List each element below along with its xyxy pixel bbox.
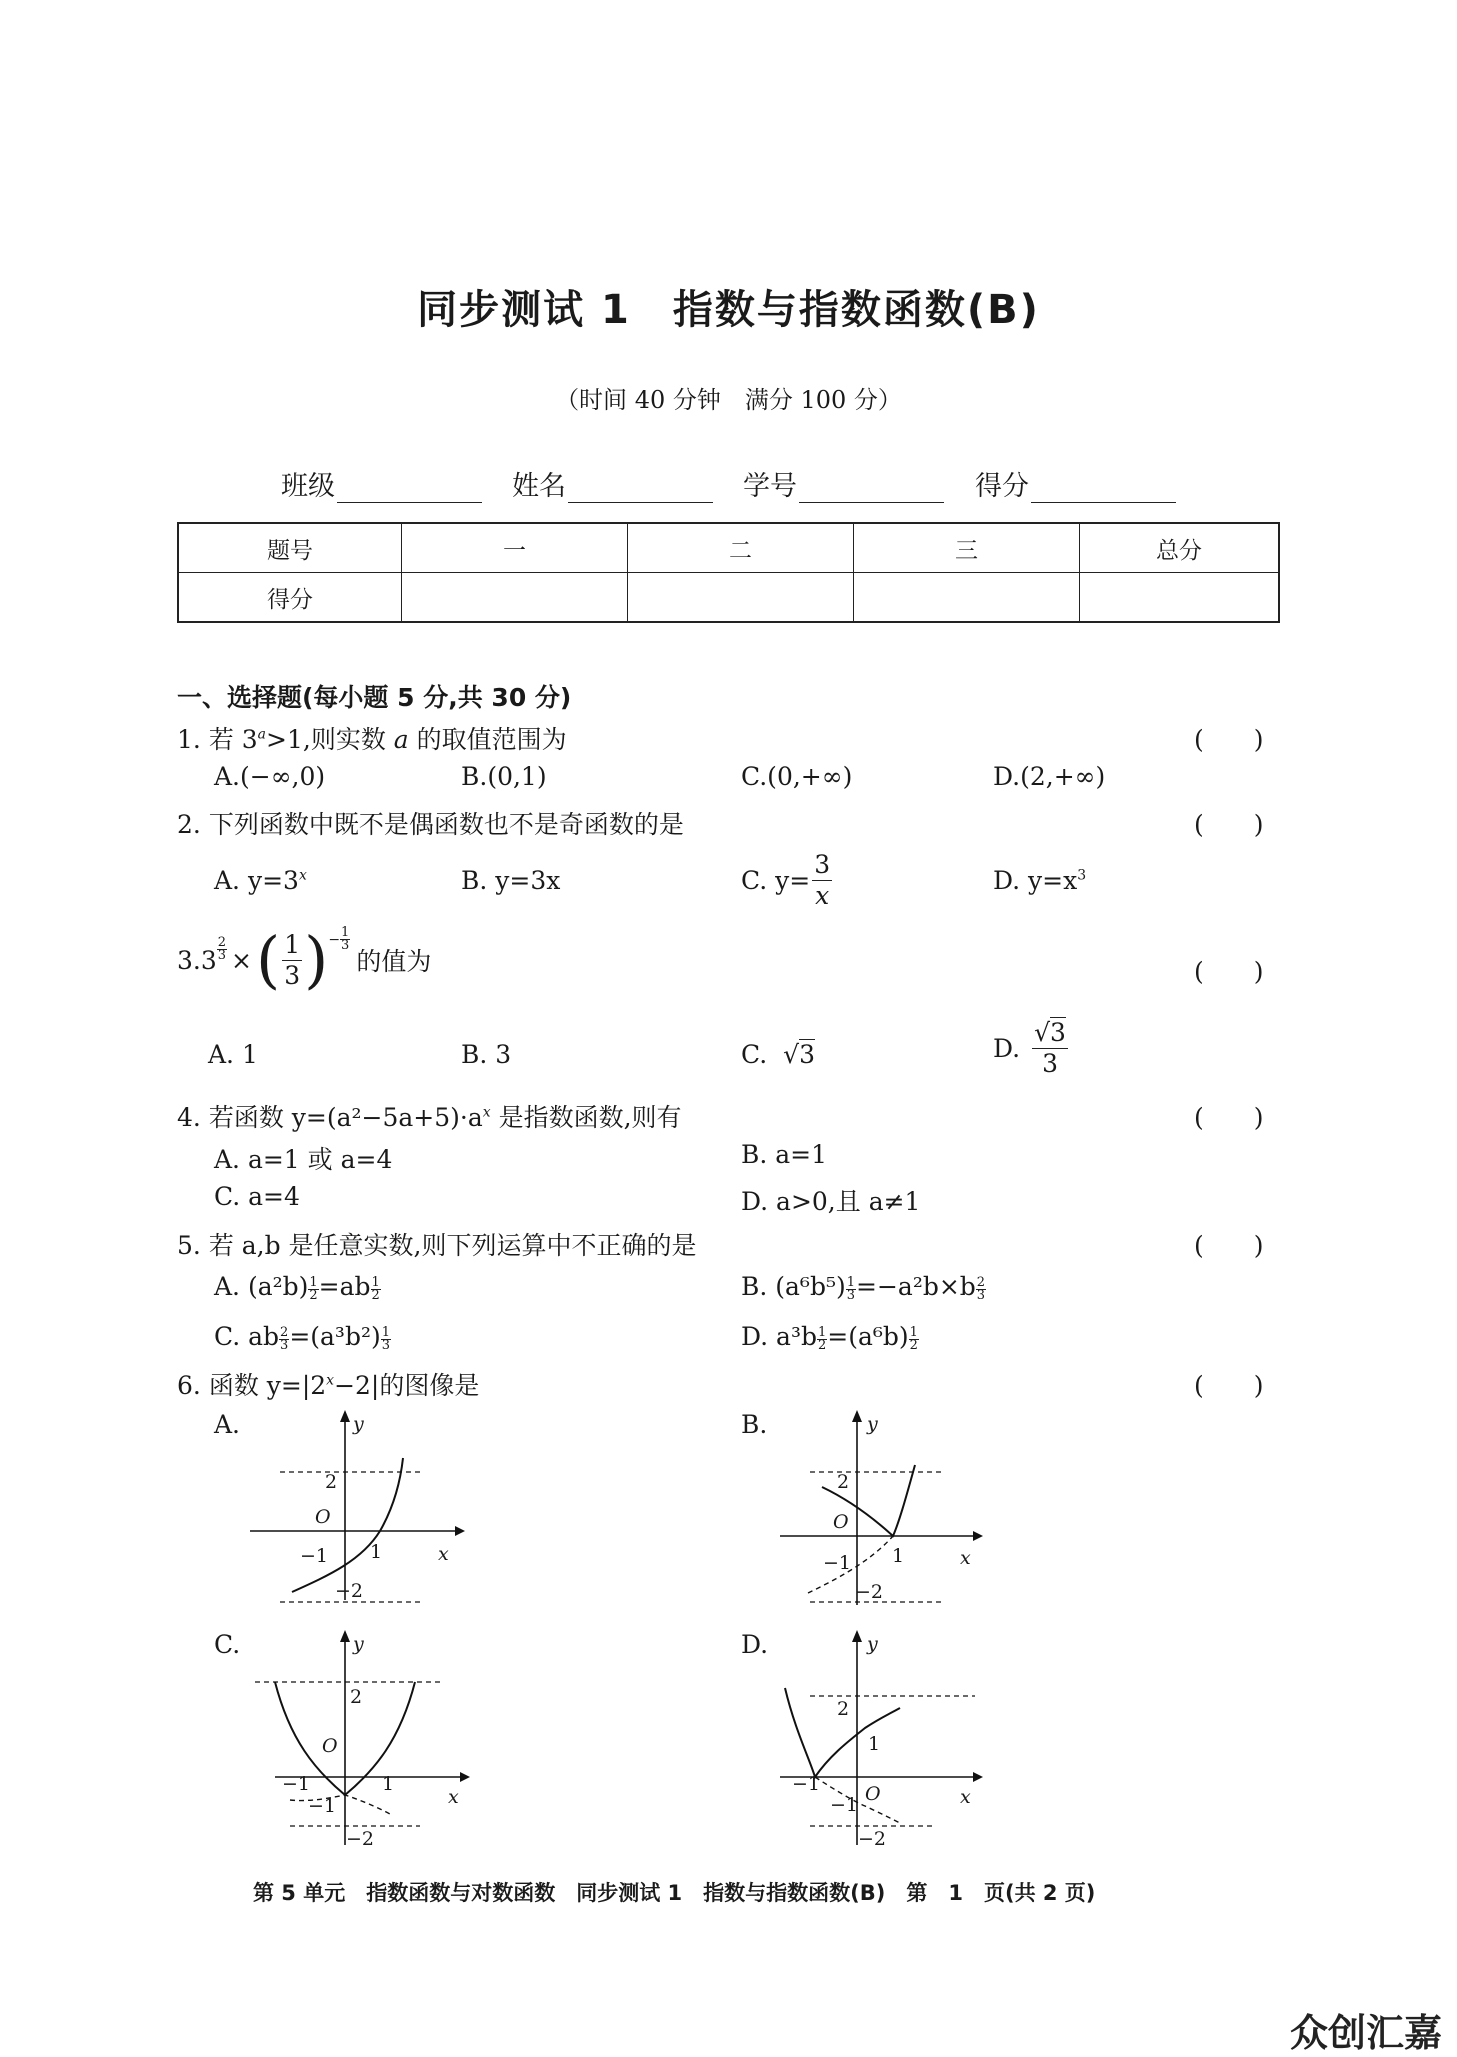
q1-option-d[interactable]: D.(2,+∞) xyxy=(993,762,1106,791)
q1-option-a[interactable]: A.(−∞,0) xyxy=(214,762,326,791)
numerator: 2 xyxy=(217,935,227,950)
tick-label: −1 xyxy=(308,1795,337,1817)
score-table xyxy=(177,522,1280,623)
student-id-label: 学号 xyxy=(743,471,797,502)
option-text: D. xyxy=(993,1034,1021,1063)
y-label: y xyxy=(353,1633,364,1655)
numerator: 2 xyxy=(280,1324,289,1340)
question-3-stem xyxy=(177,925,431,995)
exponent: x xyxy=(326,1372,335,1389)
tick-label: −1 xyxy=(300,1545,329,1567)
denominator: 3 xyxy=(1042,1049,1058,1078)
stem-text: 是指数函数,则有 xyxy=(490,1103,682,1132)
name-field[interactable] xyxy=(512,464,713,503)
origin-label: O xyxy=(322,1735,338,1757)
numerator: 3 xyxy=(814,850,831,879)
option-text: C. xyxy=(741,1040,768,1069)
watermark-logo: 众创汇嘉 xyxy=(1290,2011,1443,2055)
question-6-stem xyxy=(177,1366,479,1402)
tick-label: −1 xyxy=(792,1773,821,1795)
numerator: 1 xyxy=(817,1324,827,1340)
numerator: 1 xyxy=(341,925,350,940)
answer-paren[interactable]: ( ) xyxy=(1194,810,1264,839)
question-number: 5. xyxy=(177,1231,201,1260)
tick-label: 1 xyxy=(382,1773,395,1795)
name-label: 姓名 xyxy=(512,471,566,502)
exponent-fraction xyxy=(371,1274,381,1303)
radicand: 3 xyxy=(799,1040,815,1069)
x-arrow-icon xyxy=(455,1526,465,1536)
q5-option-c[interactable] xyxy=(214,1322,391,1352)
q4-option-b[interactable]: B. a=1 xyxy=(741,1140,828,1169)
fraction xyxy=(812,850,832,911)
page-title: 同步测试 1 指数与指数函数(B) xyxy=(417,287,1040,333)
question-2-stem xyxy=(177,805,684,841)
y-arrow-icon xyxy=(340,1630,350,1642)
question-5-stem xyxy=(177,1226,697,1262)
sqrt-icon: √ xyxy=(1034,1018,1051,1047)
option-text: C. y= xyxy=(741,866,811,895)
q3-option-d[interactable] xyxy=(993,1018,1070,1079)
answer-paren[interactable]: ( ) xyxy=(1194,725,1264,754)
right-paren-icon: ) xyxy=(304,923,329,996)
q4-option-c[interactable]: C. a=4 xyxy=(214,1182,300,1211)
denominator: 3 xyxy=(284,960,301,990)
exponent-fraction xyxy=(279,1324,289,1353)
score-table-header-row xyxy=(178,523,1279,573)
q2-option-b[interactable]: B. y=3x xyxy=(461,866,561,895)
option-text: C. ab xyxy=(214,1322,280,1351)
reflected-curve xyxy=(290,1795,390,1814)
q6-graph-d[interactable] xyxy=(775,1630,1005,1850)
numerator: 1 xyxy=(381,1324,391,1340)
tick-label: −2 xyxy=(855,1581,884,1603)
tick-label: 1 xyxy=(868,1733,881,1755)
header-cell: 三 xyxy=(854,523,1080,573)
denominator: 2 xyxy=(309,1287,318,1303)
option-text: D. a³b xyxy=(741,1322,817,1351)
exponent-fraction xyxy=(308,1274,318,1303)
x-arrow-icon xyxy=(460,1772,470,1782)
stem-text: >1,则实数 xyxy=(266,725,394,754)
class-blank[interactable] xyxy=(337,476,482,503)
denominator: 2 xyxy=(371,1287,380,1303)
q2-option-a[interactable] xyxy=(214,866,307,895)
y-arrow-icon xyxy=(852,1630,862,1642)
class-field[interactable] xyxy=(281,464,482,503)
origin-label: O xyxy=(833,1511,849,1533)
question-4-stem xyxy=(177,1098,682,1134)
denominator: 3 xyxy=(341,938,350,953)
student-id-field[interactable] xyxy=(743,464,944,503)
q1-option-c[interactable]: C.(0,+∞) xyxy=(741,762,853,791)
exponent-fraction xyxy=(909,1324,919,1353)
tick-label: −2 xyxy=(858,1828,887,1850)
numerator xyxy=(1032,1018,1068,1049)
origin-label: O xyxy=(315,1506,331,1528)
curve xyxy=(292,1458,403,1592)
header-cell: 二 xyxy=(628,523,854,573)
tick-label: 1 xyxy=(892,1545,905,1567)
tick-label: −2 xyxy=(346,1828,375,1850)
stem-text: 若 3 xyxy=(208,725,258,754)
exponent-negative-fraction xyxy=(328,927,350,952)
row-label: 得分 xyxy=(178,573,402,623)
question-1-stem xyxy=(177,720,567,756)
q6-graph-b[interactable] xyxy=(775,1410,995,1610)
tick-label: 2 xyxy=(325,1471,338,1493)
question-number: 6. xyxy=(177,1371,201,1400)
q6-graph-c[interactable] xyxy=(250,1630,480,1850)
score-cell[interactable] xyxy=(628,573,854,623)
q3-option-a[interactable]: A. 1 xyxy=(208,1040,258,1069)
denominator: 3 xyxy=(976,1287,986,1303)
denominator: 2 xyxy=(909,1337,918,1353)
header-cell: 题号 xyxy=(178,523,402,573)
numerator: 1 xyxy=(371,1274,380,1290)
exponent-fraction xyxy=(381,1324,391,1353)
numerator: 1 xyxy=(909,1324,918,1340)
exponent: 3 xyxy=(1077,867,1087,884)
score-label: 得分 xyxy=(975,471,1029,502)
answer-paren[interactable]: ( ) xyxy=(1194,1103,1264,1132)
tick-label: −1 xyxy=(282,1773,311,1795)
y-arrow-icon xyxy=(340,1410,350,1422)
q6-option-b-label[interactable]: B. xyxy=(741,1410,768,1439)
answer-paren[interactable]: ( ) xyxy=(1194,1371,1264,1400)
tick-label: −1 xyxy=(830,1794,859,1816)
exponent-fraction xyxy=(817,1324,827,1353)
q6-graph-a[interactable] xyxy=(250,1410,470,1610)
x-label: x xyxy=(960,1786,971,1808)
option-text: =(a⁶b) xyxy=(827,1322,909,1351)
radicand: 3 xyxy=(1050,1018,1066,1047)
fraction xyxy=(282,930,302,991)
denominator: 3 xyxy=(217,948,227,963)
q6-option-c-label[interactable]: C. xyxy=(214,1630,241,1659)
header-cell: 一 xyxy=(402,523,628,573)
q5-option-b[interactable] xyxy=(741,1272,986,1302)
base: 3 xyxy=(200,945,217,975)
option-text: =ab xyxy=(318,1272,371,1301)
stem-text: −2|的图像是 xyxy=(334,1371,480,1400)
x-label: x xyxy=(438,1543,449,1565)
exponent: x xyxy=(482,1104,491,1121)
numerator: 1 xyxy=(309,1274,318,1290)
section-heading: 一、选择题(每小题 5 分,共 30 分) xyxy=(177,683,572,712)
question-number: 1. xyxy=(177,725,201,754)
student-id-blank[interactable] xyxy=(799,476,944,503)
numerator: 1 xyxy=(284,929,301,959)
denominator: 3 xyxy=(280,1337,289,1353)
stem-text: 若 a,b 是任意实数,则下列运算中不正确的是 xyxy=(208,1231,697,1260)
exponent-fraction xyxy=(846,1274,856,1303)
tick-label: 2 xyxy=(837,1471,850,1493)
tick-label: 1 xyxy=(370,1541,383,1563)
numerator: 2 xyxy=(976,1274,986,1290)
score-cell[interactable] xyxy=(854,573,1080,623)
x-label: x xyxy=(448,1786,459,1808)
q4-option-a[interactable]: A. a=1 或 a=4 xyxy=(214,1145,393,1174)
x-arrow-icon xyxy=(973,1531,983,1541)
stem-text: 若函数 y=(a²−5a+5)·a xyxy=(208,1103,483,1132)
denominator: x xyxy=(815,881,830,910)
q4-option-d[interactable]: D. a>0,且 a≠1 xyxy=(741,1187,921,1216)
option-text: =(a³b²) xyxy=(289,1322,381,1351)
option-text: D. y=x xyxy=(993,866,1078,895)
tick-label: 2 xyxy=(350,1686,363,1708)
exam-time-info: （时间 40 分钟 满分 100 分） xyxy=(555,386,902,414)
answer-paren[interactable]: ( ) xyxy=(1194,1231,1264,1260)
sqrt-icon: √ xyxy=(783,1040,800,1069)
q6-option-a-label[interactable]: A. xyxy=(214,1410,241,1439)
option-text: B. (a⁶b⁵) xyxy=(741,1272,846,1301)
fraction xyxy=(1032,1018,1068,1079)
denominator: 3 xyxy=(381,1337,391,1353)
denominator: 2 xyxy=(817,1337,827,1353)
x-arrow-icon xyxy=(973,1772,983,1782)
option-text: A. y=3 xyxy=(214,866,299,895)
score-cell[interactable] xyxy=(402,573,628,623)
exponent: a xyxy=(257,726,267,743)
left-paren-icon: ( xyxy=(256,923,281,996)
q2-option-c[interactable] xyxy=(741,850,834,911)
option-text: =−a²b×b xyxy=(856,1272,976,1301)
question-number: 4. xyxy=(177,1103,201,1132)
question-number: 3. xyxy=(177,945,201,975)
times-sign: × xyxy=(231,945,252,975)
q5-option-a[interactable] xyxy=(214,1272,381,1302)
q3-option-c[interactable] xyxy=(741,1040,815,1069)
y-arrow-icon xyxy=(852,1410,862,1422)
exponent-fraction xyxy=(217,937,227,962)
q3-option-b[interactable]: B. 3 xyxy=(461,1040,512,1069)
option-text: A. (a²b) xyxy=(214,1272,309,1301)
stem-text: 的取值范围为 xyxy=(408,725,567,754)
tick-label: 2 xyxy=(837,1698,850,1720)
page-footer: 第 5 单元 指数函数与对数函数 同步测试 1 指数与指数函数(B) 第 1 页(共 2 页) xyxy=(253,1881,1096,1905)
variable: a xyxy=(393,725,409,754)
numerator: 1 xyxy=(846,1274,856,1290)
stem-text: 的值为 xyxy=(356,947,432,976)
stem-text: 函数 y=|2 xyxy=(208,1371,327,1400)
sign: − xyxy=(328,931,341,948)
tick-label: −2 xyxy=(335,1580,364,1602)
score-cell[interactable] xyxy=(1080,573,1280,623)
tick-label: −1 xyxy=(823,1552,852,1574)
stem-text: 下列函数中既不是偶函数也不是奇函数的是 xyxy=(208,810,684,839)
header-cell: 总分 xyxy=(1080,523,1280,573)
name-blank[interactable] xyxy=(568,476,713,503)
exponent-fraction xyxy=(976,1274,986,1303)
origin-label: O xyxy=(865,1783,881,1805)
x-label: x xyxy=(960,1547,971,1569)
question-number: 2. xyxy=(177,810,201,839)
y-label: y xyxy=(353,1413,364,1435)
score-blank[interactable] xyxy=(1031,476,1176,503)
y-label: y xyxy=(867,1633,878,1655)
q1-option-b[interactable]: B.(0,1) xyxy=(461,762,547,791)
denominator: 3 xyxy=(846,1287,856,1303)
exponent: x xyxy=(298,867,307,884)
score-field[interactable] xyxy=(975,464,1176,503)
q6-option-d-label[interactable]: D. xyxy=(741,1630,769,1659)
q5-option-d[interactable] xyxy=(741,1322,919,1352)
y-label: y xyxy=(867,1413,878,1435)
answer-paren[interactable]: ( ) xyxy=(1194,957,1264,986)
score-table-score-row xyxy=(178,573,1279,623)
q2-option-d[interactable] xyxy=(993,866,1086,895)
class-label: 班级 xyxy=(281,471,335,502)
